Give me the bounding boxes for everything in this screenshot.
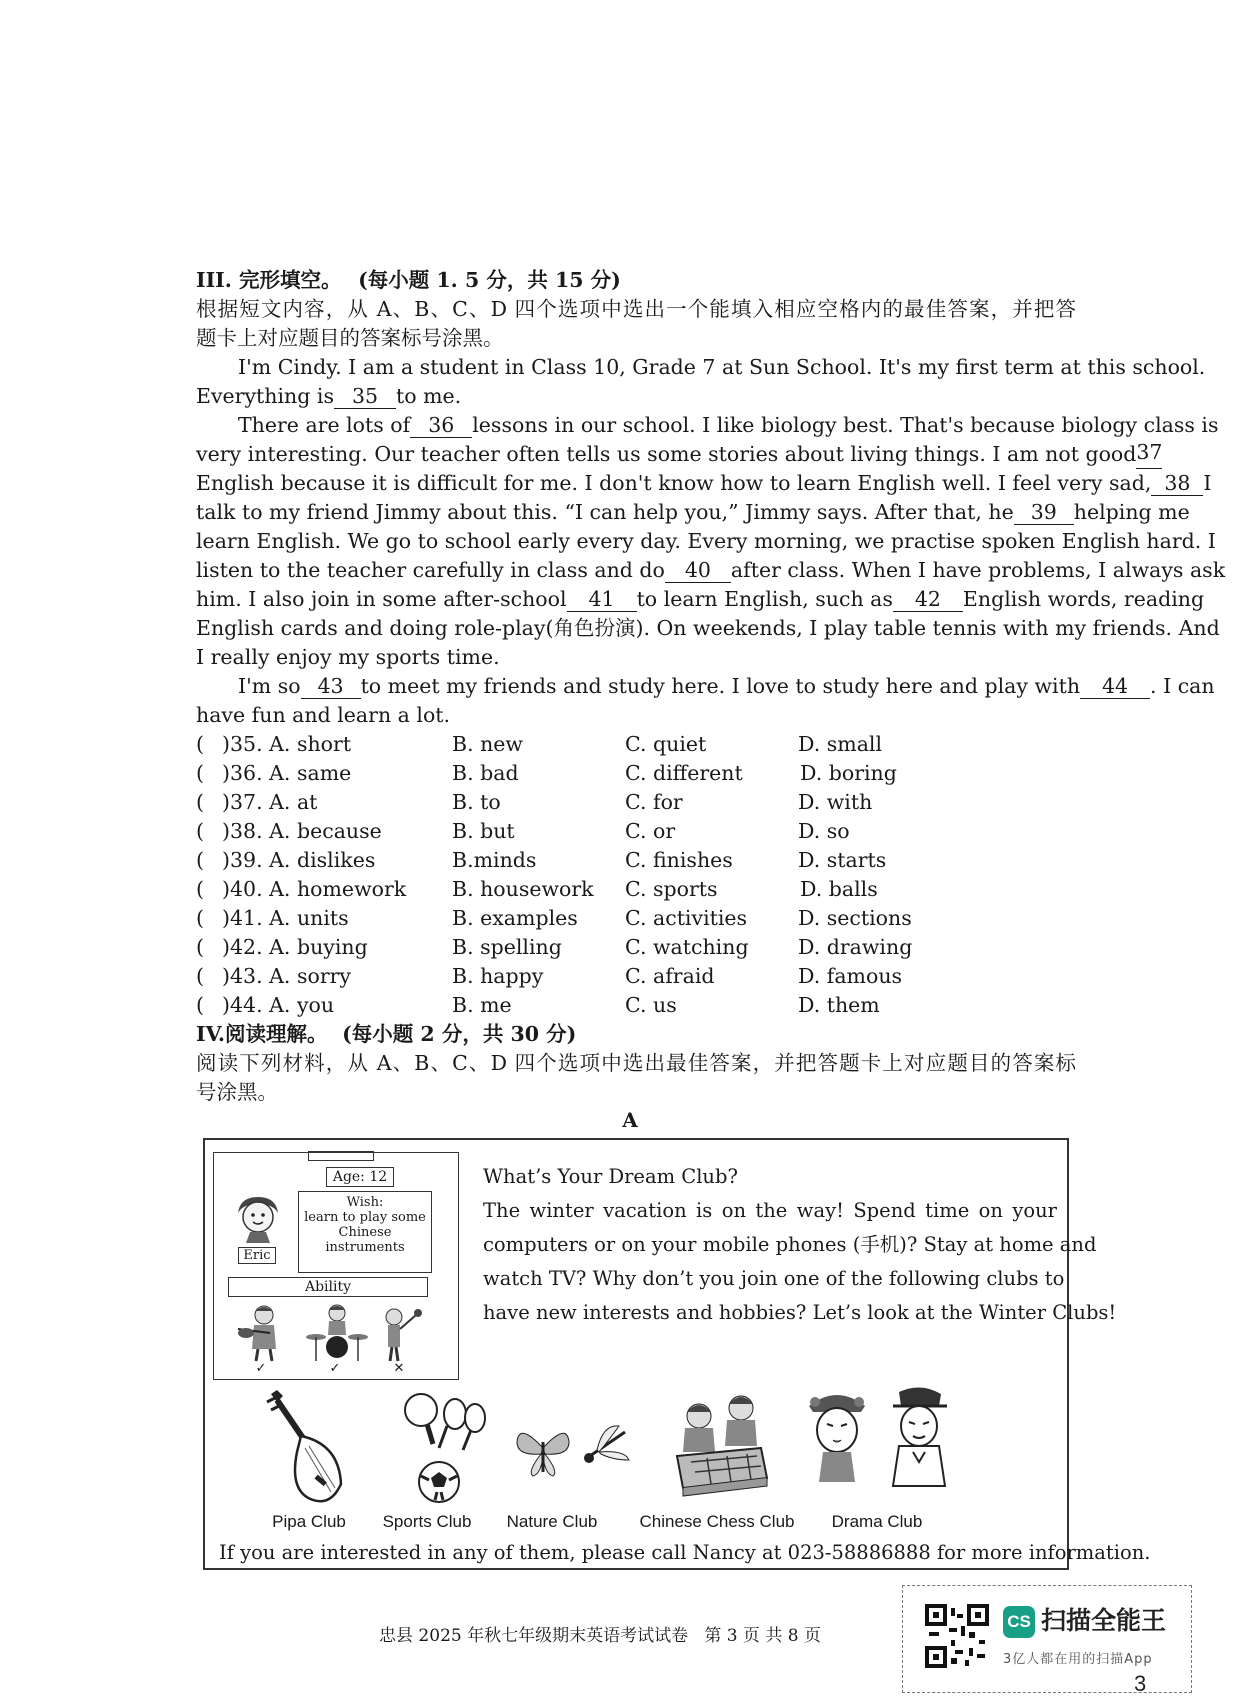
question-row[interactable]	[196, 962, 1076, 991]
option-b: B. new	[452, 732, 523, 756]
option-a: )41. A. units	[222, 906, 349, 930]
qr-code-icon	[925, 1604, 989, 1668]
option-b: B. me	[452, 993, 512, 1017]
option-a: )39. A. dislikes	[222, 848, 376, 872]
passage-text: to me.	[395, 384, 462, 408]
answer-paren: (	[196, 790, 204, 814]
passage-text: to learn English, such as	[636, 587, 893, 611]
question-row[interactable]	[196, 933, 1076, 962]
option-a: )38. A. because	[222, 819, 382, 843]
passage-line	[196, 469, 1212, 498]
scanner-watermark	[902, 1585, 1192, 1693]
answer-paren: (	[196, 819, 204, 843]
scanner-app-name: 扫描全能王	[1041, 1606, 1167, 1635]
eric-age: Age: 12	[326, 1167, 394, 1187]
pipa-icon	[261, 1388, 351, 1508]
answer-paren: (	[196, 761, 204, 785]
option-c: C. sports	[625, 877, 718, 901]
section3-instruction-2: 题卡上对应题目的答案标号涂黑。	[196, 326, 504, 350]
eric-avatar	[228, 1191, 288, 1243]
option-a: )43. A. sorry	[222, 964, 351, 988]
club-label-drama: Drama Club	[831, 1512, 923, 1531]
chess-players-icon	[667, 1392, 771, 1502]
passage-text: Everything is	[196, 384, 334, 408]
option-c: C. watching	[625, 935, 749, 959]
option-d: D. starts	[798, 848, 887, 872]
passage-line: I really enjoy my sports time.	[196, 645, 500, 669]
sports-icon	[399, 1388, 491, 1508]
passage-text: him. I also join in some after-school	[196, 587, 567, 611]
passage-a-contact: If you are interested in any of them, please call Nancy at 023-58886888 for more information.	[219, 1541, 1151, 1564]
blank-39: 39	[1014, 500, 1074, 525]
body-line: computers or on your mobile phones (手机)? Stay at home and	[483, 1233, 1097, 1256]
page-footer: 忠县 2025 年秋七年级期末英语考试试卷 第 3 页 共 8 页	[379, 1626, 821, 1646]
wish-line: learn to play some	[304, 1210, 426, 1225]
section4-instruction-1: 阅读下列材料，从 A、B、C、D 四个选项中选出最佳答案，并把答题卡上对应题目的答案标	[196, 1051, 1076, 1075]
option-a: )40. A. homework	[222, 877, 407, 901]
answer-paren: (	[196, 906, 204, 930]
option-d: D. balls	[800, 877, 878, 901]
question-row[interactable]	[196, 788, 1076, 817]
answer-paren: (	[196, 993, 204, 1017]
question-row[interactable]	[196, 904, 1076, 933]
option-c: C. for	[625, 790, 683, 814]
passage-text: talk to my friend Jimmy about this. “I can help you,” Jimmy says. After that, he	[196, 500, 1014, 524]
passage-text: English words, reading	[962, 587, 1205, 611]
question-row[interactable]	[196, 817, 1076, 846]
section4-instruction-2: 号涂黑。	[196, 1080, 278, 1104]
blank-40: 40	[665, 558, 731, 583]
check-mark: ✓	[329, 1361, 341, 1376]
singer-icon	[374, 1303, 434, 1361]
option-c: C. quiet	[625, 732, 707, 756]
option-c: C. finishes	[625, 848, 733, 872]
cross-mark: ✕	[393, 1361, 405, 1376]
option-c: C. activities	[625, 906, 748, 930]
blank-44: 44	[1080, 674, 1150, 699]
section3-title	[196, 266, 1076, 295]
passage-text: There are lots of	[238, 413, 411, 437]
option-b: B. bad	[452, 761, 519, 785]
passage-text: I'm so	[238, 674, 301, 698]
passage-line	[196, 440, 1163, 469]
question-row[interactable]	[196, 875, 1076, 904]
body-line: The winter vacation is on the way! Spend time on your	[483, 1199, 1057, 1222]
passage-line: have fun and learn a lot.	[196, 703, 451, 727]
option-c: C. afraid	[625, 964, 715, 988]
answer-paren: (	[196, 732, 204, 756]
body-line: have new interests and hobbies? Let’s look at the Winter Clubs!	[483, 1301, 1117, 1324]
passage-text: . I can	[1150, 674, 1215, 698]
scanner-tagline: 3亿人都在用的扫描App	[1003, 1652, 1153, 1667]
option-c: C. us	[625, 993, 677, 1017]
blank-41: 41	[567, 587, 637, 612]
blank-42: 42	[893, 587, 963, 612]
question-row[interactable]	[196, 991, 1076, 1020]
option-b: B. examples	[452, 906, 578, 930]
blank-37: 37	[1136, 440, 1162, 469]
passage-line: English cards and doing role-play(角色扮演). On weekends, I play table tennis with my friends. And	[196, 616, 1220, 640]
option-b: B.minds	[452, 848, 537, 872]
section4-title	[196, 1020, 1076, 1049]
passage-text: to meet my friends and study here. I love to study here and play with	[360, 674, 1081, 698]
eric-profile-panel	[213, 1152, 459, 1380]
option-d: D. small	[798, 732, 883, 756]
passage-line	[238, 411, 1219, 440]
check-mark: ✓	[255, 1361, 267, 1376]
club-label-nature: Nature Club	[506, 1512, 598, 1531]
option-b: B. housework	[452, 877, 594, 901]
answer-paren: (	[196, 935, 204, 959]
passage-line: learn English. We go to school early every day. Every morning, we practise spoken English hard. I	[196, 529, 1216, 553]
passage-text: I	[1203, 471, 1212, 495]
blank-35: 35	[334, 384, 396, 409]
passage-text: after class. When I have problems, I always ask	[730, 558, 1226, 582]
passage-line	[196, 498, 1190, 527]
option-d: D. them	[798, 993, 880, 1017]
passage-text: lessons in our school. I like biology best. That's because biology class is	[472, 413, 1219, 437]
passage-a-heading: What’s Your Dream Club?	[483, 1165, 738, 1188]
option-c: C. different	[625, 761, 743, 785]
passage-line	[196, 382, 1076, 411]
passage-a-box	[203, 1138, 1151, 1570]
answer-paren: (	[196, 964, 204, 988]
passage-text: very interesting. Our teacher often tells us some stories about living things. I am not good	[196, 442, 1137, 466]
blank-38: 38	[1151, 471, 1203, 496]
option-a: )44. A. you	[222, 993, 335, 1017]
violin-player-icon	[230, 1303, 292, 1361]
question-row[interactable]	[196, 730, 1076, 759]
butterfly-dragonfly-icon	[513, 1412, 633, 1492]
panel-top-bar	[308, 1151, 374, 1161]
camscanner-logo: CS	[1003, 1606, 1035, 1638]
passage-text: listen to the teacher carefully in class and do	[196, 558, 665, 582]
drama-masks-icon	[801, 1382, 955, 1498]
passage-line	[196, 585, 1205, 614]
wish-title: Wish:	[346, 1195, 384, 1210]
wish-line: Chinese	[338, 1225, 392, 1240]
passage-text: English because it is difficult for me. I don't know how to learn English well. I feel very sad,	[196, 471, 1152, 495]
drummer-icon	[302, 1303, 372, 1361]
passage-line: I'm Cindy. I am a student in Class 10, Grade 7 at Sun School. It's my first term at this school.	[238, 355, 1206, 379]
option-b: B. to	[452, 790, 501, 814]
wish-line: instruments	[325, 1240, 405, 1255]
option-b: B. but	[452, 819, 515, 843]
option-a: )37. A. at	[222, 790, 318, 814]
section3-instruction-1: 根据短文内容，从 A、B、C、D 四个选项中选出一个能填入相应空格内的最佳答案，并把答	[196, 297, 1076, 321]
option-d: D. so	[798, 819, 850, 843]
option-a: )42. A. buying	[222, 935, 368, 959]
passage-line	[238, 672, 1215, 701]
option-b: B. spelling	[452, 935, 562, 959]
passage-label: A	[622, 1108, 638, 1132]
passage-text: helping me	[1073, 500, 1190, 524]
option-c: C. or	[625, 819, 676, 843]
option-d: D. famous	[798, 964, 903, 988]
club-label-sports: Sports Club	[382, 1512, 472, 1531]
club-label-pipa: Pipa Club	[272, 1512, 346, 1531]
option-b: B. happy	[452, 964, 544, 988]
question-row[interactable]	[196, 846, 1076, 875]
section4-title-points: (每小题 2 分，共 30 分)	[342, 1022, 577, 1046]
option-d: D. with	[798, 790, 873, 814]
answer-paren: (	[196, 877, 204, 901]
passage-line	[196, 556, 1226, 585]
section3-title-roman: III. 完形填空。	[196, 268, 342, 292]
passage-a-body	[483, 1194, 1117, 1330]
eric-name: Eric	[238, 1247, 276, 1264]
blank-43: 43	[301, 674, 361, 699]
section3-title-points: (每小题 1. 5 分，共 15 分)	[358, 268, 621, 292]
question-row[interactable]	[196, 759, 1076, 788]
option-a: )35. A. short	[222, 732, 352, 756]
page-number: 3	[1134, 1671, 1147, 1696]
ability-label: Ability	[228, 1277, 428, 1297]
option-a: )36. A. same	[222, 761, 352, 785]
option-d: D. boring	[800, 761, 897, 785]
option-d: D. sections	[798, 906, 912, 930]
club-label-chess: Chinese Chess Club	[639, 1512, 795, 1531]
wish-bubble	[298, 1191, 432, 1273]
option-d: D. drawing	[798, 935, 913, 959]
body-line: watch TV? Why don’t you join one of the following clubs to	[483, 1267, 1065, 1290]
blank-36: 36	[410, 413, 472, 438]
section4-title-roman: IV.阅读理解。	[196, 1022, 328, 1046]
answer-paren: (	[196, 848, 204, 872]
